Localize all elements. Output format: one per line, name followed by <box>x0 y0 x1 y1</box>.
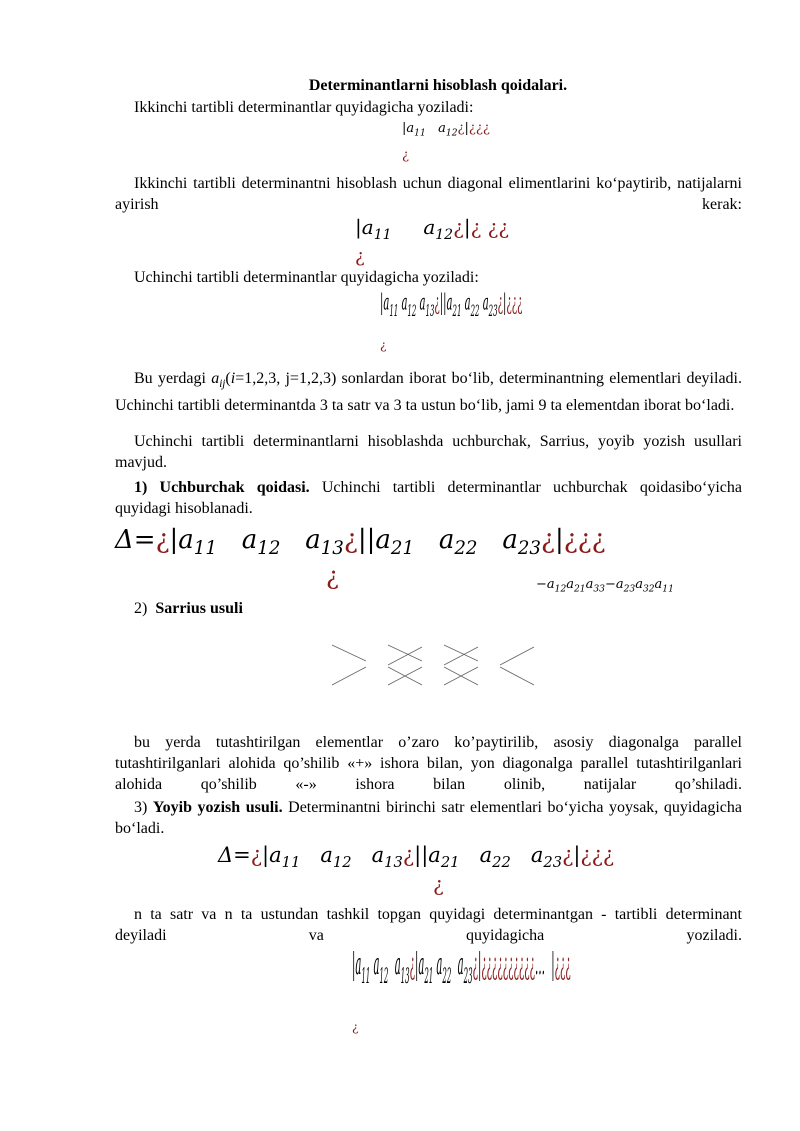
paragraph-intro-third-order: Uchinchi tartibli determinantlar quyidagicha yoziladi: <box>134 269 479 286</box>
paragraph-elements-definition: Bu yerdagi $a_{ij}(i=1,2,3$, j=1,2,3) sonlardan iborat bo‘lib, determinantning elementlari deyiladi. Uchinchi tartibli determinantda 3 ta satr va 3 ta ustun bo‘lib, jami 9 ta elementdan iborat bo‘ladi. <box>115 370 742 415</box>
formula-second-order-small-tail: ¿ <box>402 148 409 163</box>
sarrus-line-main-2 <box>388 645 422 661</box>
paragraph-nth-order: n ta satr va n ta ustundan tashkil topgan quyidagi determinantgan - tartibli determinant deyiladi va quyidagicha yoziladi. <box>115 906 742 944</box>
formula-third-order-compressed: $|a_{11}$ $a_{12}$ $a_{13}¿||a_{21}$ $a_{22}$ $a_{23}¿|¿¿¿$ <box>380 292 523 321</box>
page-title: Determinantlarni hisoblash qoidalari. <box>308 77 568 94</box>
formula-triangle-rule-terms: $-a_{12}a_{21}a_{33}-a_{23}a_{32}a_{11}$ <box>536 577 674 595</box>
sarrus-line-main-1 <box>332 645 366 661</box>
formula-nth-order-compressed: $|a_{11}$ $a_{12}$ $a_{13}¿|a_{21}$ $a_{22}$ $a_{23}¿|¿¿¿¿¿¿¿¿¿¿\dots$ |¿¿¿ <box>352 950 571 989</box>
sarrus-line-side-6 <box>500 647 534 665</box>
formula-expansion-tail: ¿ <box>433 872 444 896</box>
section-sarrus-rule: 2) Sarrius usuli <box>134 600 243 617</box>
paragraph-sarrus-explanation: bu yerda tutashtirilgan elementlar o’zaro ko’paytirilib, asosiy diagonalga parallel tutashtirilganlari alohida qo’shilib «+» ishora bilan, yon diagonalga parallel tutashtirilganlari alohida qo’shilib «-» ishora bilan olinib, natijalar qo’shiladi. <box>115 734 742 793</box>
sarrus-lines <box>332 645 534 685</box>
formula-expansion: $\Delta=¿|a_{11}$ $a_{12}$ $a_{13}¿||a_{21}$ $a_{22}$ $a_{23}¿|¿¿¿$ <box>218 843 615 872</box>
formula-second-order-large: $|a_{11}$ $a_{12}¿|¿$ ¿¿ <box>355 215 510 243</box>
sarrus-line-main-6 <box>500 667 534 685</box>
formula-second-order-large-tail: ¿ <box>355 246 365 267</box>
paragraph-methods: Uchinchi tartibli determinantlarni hisoblashda uchburchak, Sarrius, yoyib yozish usullari mavjud. <box>115 433 742 471</box>
section-triangle-rule: 1) Uchburchak qoidasi. Uchinchi tartibli determinantlar uchburchak qoidasibo‘yicha quyidagi hisoblanadi. <box>115 479 743 517</box>
sarrus-line-side-1 <box>332 667 366 685</box>
paragraph-second-order-rule: Ikkinchi tartibli determinantni hisoblash uchun diagonal elimentlarini ko‘paytirib, natijalarni ayirish kerak: <box>115 175 742 213</box>
sarrus-line-side-4 <box>444 647 478 665</box>
formula-second-order-small: $|a_{11}$ $a_{12}¿|¿¿¿$ <box>402 121 490 139</box>
formula-triangle-rule: $\Delta=¿|a_{11}$ $a_{12}$ $a_{13}¿||a_{21}$ $a_{22}$ $a_{23}¿|¿¿¿$ <box>115 525 606 560</box>
section-expansion-rule: 3) Yoyib yozish usuli. Determinantni birinchi satr elementlari bo‘yicha yoysak, quyidagicha bo‘ladi. <box>115 799 743 837</box>
paragraph-intro-second-order: Ikkinchi tartibli determinantlar quyidagicha yoziladi: <box>134 99 474 116</box>
sarrus-line-side-2 <box>388 647 422 665</box>
sarrus-diagram <box>310 617 560 707</box>
formula-triangle-rule-tail: ¿ <box>326 562 339 590</box>
formula-third-order-compressed-tail: ¿ <box>380 338 387 352</box>
formula-nth-order-compressed-tail: ¿ <box>352 1020 359 1034</box>
sarrus-line-main-4 <box>444 645 478 661</box>
